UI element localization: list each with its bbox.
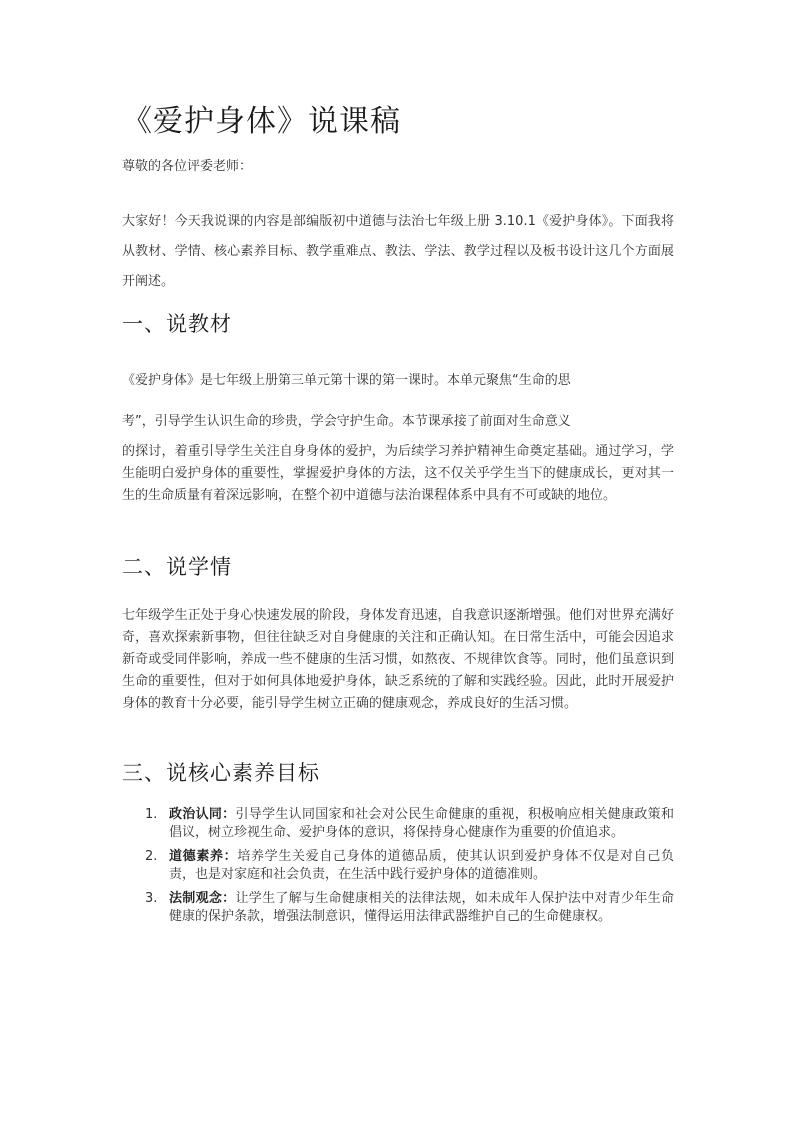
list-item [122, 806, 674, 842]
list-item [122, 848, 674, 884]
textbook-paragraph-rest: 的探讨，着重引导学生关注自身身体的爱护，为后续学习养护精神生命奠定基础。通过学习，学生能明白爱护身体的重要性，掌握爱护身体的方法，这不仅关乎学生当下的健康成长，更对其一生的生命质量有着深远影响，在整个初中道德与法治课程体系中具有不可或缺的地位。 [122, 444, 674, 503]
page-title: 《爱护身体》说课稿 [122, 104, 401, 139]
section-heading-students: 二、说学情 [122, 555, 232, 579]
list-item [122, 890, 674, 926]
intro-paragraph: 大家好！今天我说课的内容是部编版初中道德与法治七年级上册 3.10.1《爱护身体》。下面我将从教材、学情、核心素养目标、教学重难点、教法、学法、教学过程以及板书设计这几个方面展开阐述。 [122, 214, 674, 289]
goals-list [122, 806, 674, 932]
list-item-label: 道德素养： [169, 849, 238, 864]
list-item-number: 1. [145, 807, 158, 822]
list-item-text: 引导学生认同国家和社会对公民生命健康的重视，积极响应相关健康政策和倡议，树立珍视生命、爱护身体的意识，将保持身心健康作为重要的价值追求。 [169, 807, 674, 840]
textbook-paragraph-line2: 考”，引导学生认识生命的珍贵，学会守护生命。本节课承接了前面对生命意义 [122, 414, 571, 429]
list-item-text: 培养学生关爱自己身体的道德品质，使其认识到爱护身体不仅是对自己负责，也是对家庭和社会负责，在生活中践行爱护身体的道德准则。 [169, 849, 674, 882]
list-item-text: 让学生了解与生命健康相关的法律法规，如未成年人保护法中对青少年生命健康的保护条款，增强法制意识，懂得运用法律武器维护自己的生命健康权。 [169, 891, 674, 924]
list-item-label: 法制观念： [169, 891, 236, 906]
section-heading-textbook: 一、说教材 [122, 312, 232, 336]
students-paragraph: 七年级学生正处于身心快速发展的阶段，身体发育迅速，自我意识逐渐增强。他们对世界充满好奇，喜欢探索新事物，但往往缺乏对自身健康的关注和正确认知。在日常生活中，可能会因追求新奇或受同伴影响，养成一些不健康的生活习惯，如熬夜、不规律饮食等。同时，他们虽意识到生命的重要性，但对于如何具体地爱护身体，缺乏系统的了解和实践经验。因此，此时开展爱护身体的教育十分必要，能引导学生树立正确的健康观念，养成良好的生活习惯。 [122, 608, 674, 711]
textbook-paragraph-line1: 《爱护身体》是七年级上册第三单元第十课的第一课时。本单元聚焦“生命的思 [122, 373, 571, 388]
list-item-label: 政治认同： [169, 807, 236, 822]
greeting: 尊敬的各位评委老师： [122, 159, 253, 174]
list-item-number: 2. [145, 849, 158, 864]
section-heading-goals: 三、说核心素养目标 [122, 761, 320, 785]
list-item-number: 3. [145, 891, 158, 906]
